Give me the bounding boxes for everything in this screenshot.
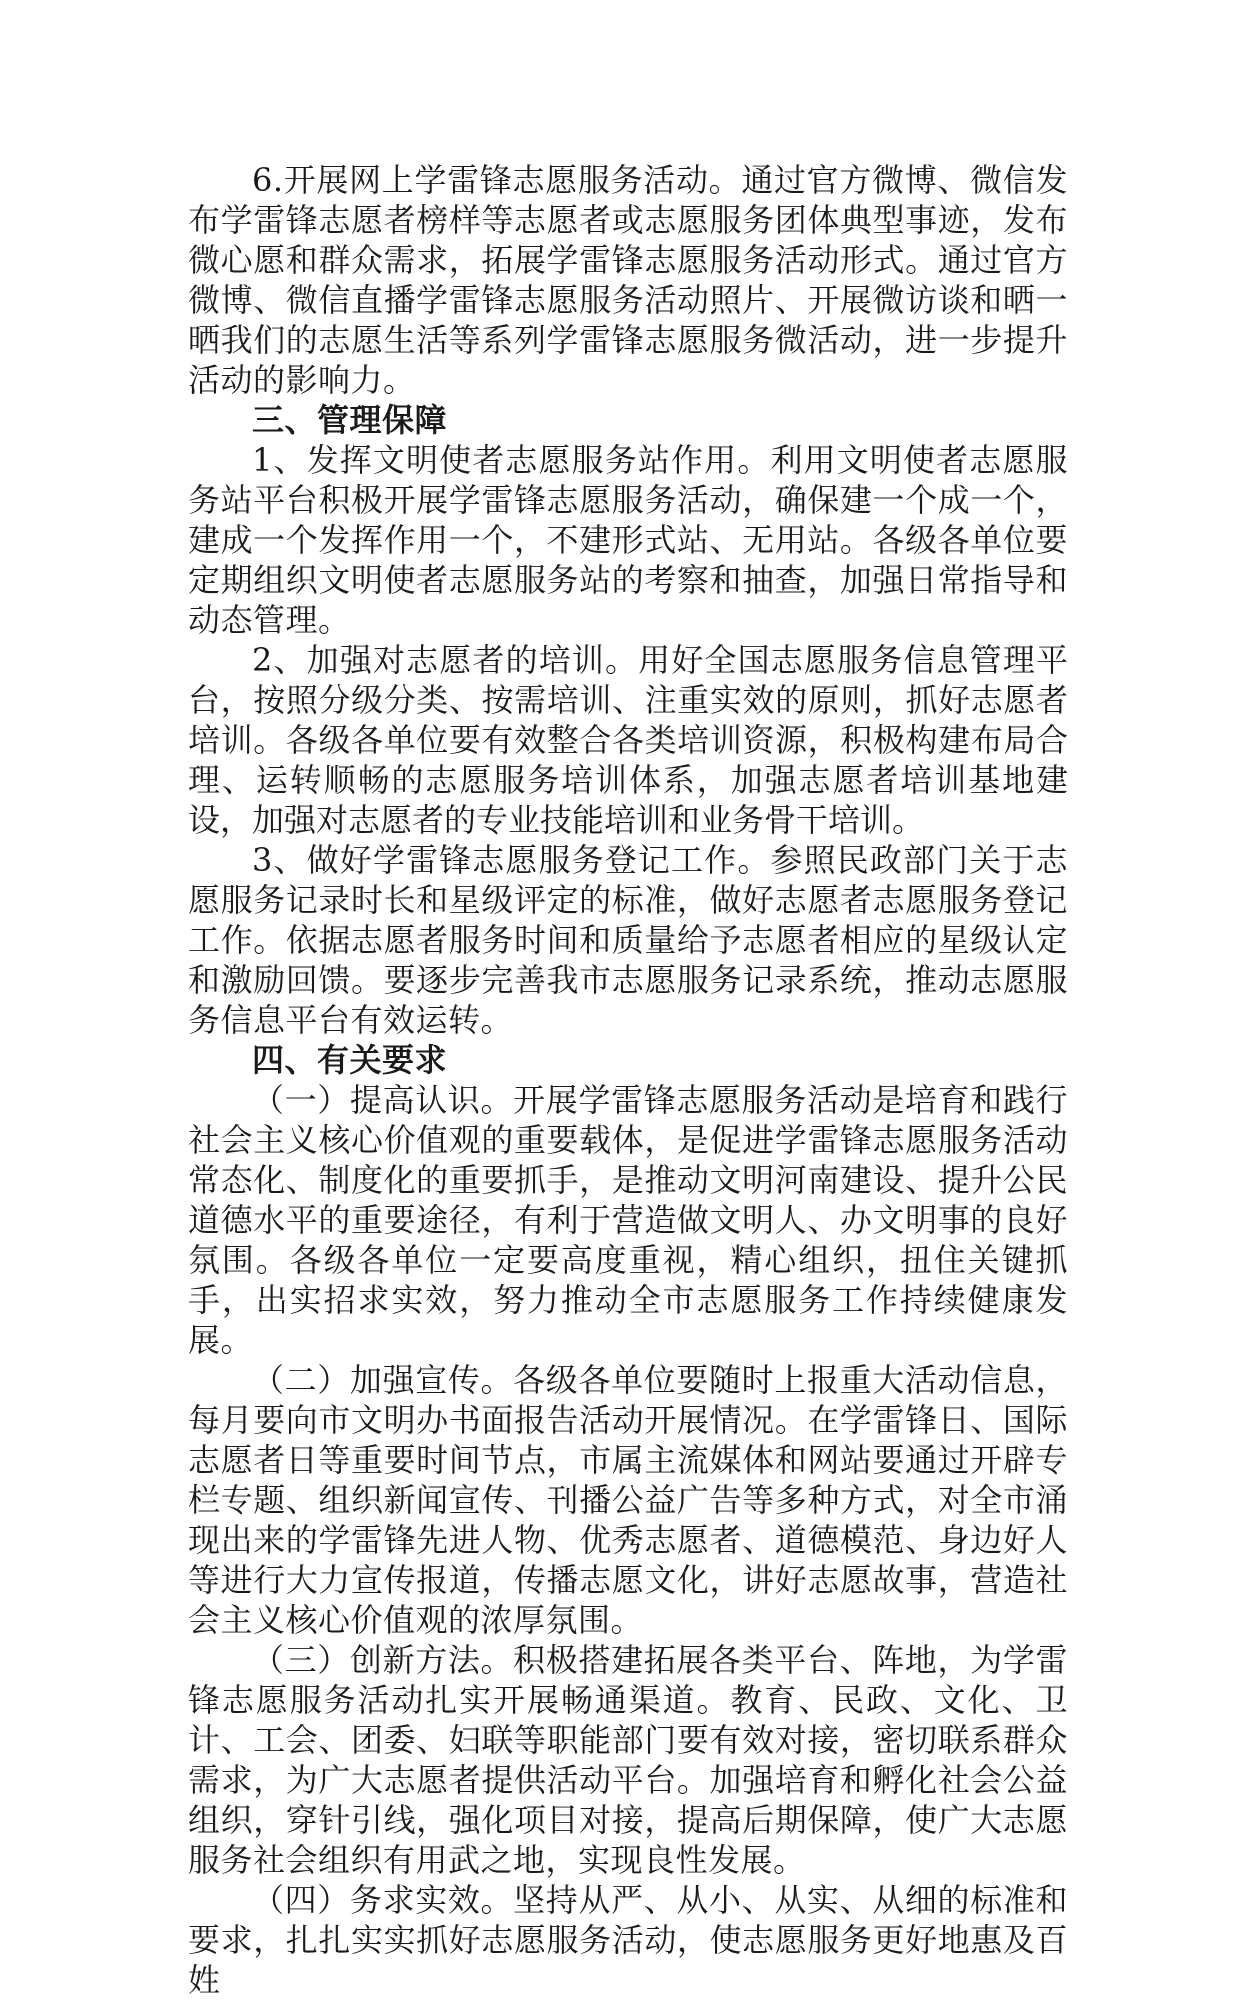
section-heading-requirements: 四、有关要求 [252, 1041, 448, 1079]
paragraph-volunteer-training: 2、加强对志愿者的培训。用好全国志愿服务信息管理平台，按照分级分类、按需培训、注重实效的原则，抓好志愿者培训。各级各单位要有效整合各类培训资源，积极构建布局合理、运转顺畅的志愿服务培训体系，加强志愿者培训基地建设，加强对志愿者的专业技能培训和业务骨干培训。 [188, 641, 1068, 839]
section-heading-management: 三、管理保障 [252, 401, 448, 439]
document-body [188, 160, 1068, 2000]
paragraph-awareness: （一）提高认识。开展学雷锋志愿服务活动是培育和践行社会主义核心价值观的重要载体，是促进学雷锋志愿服务活动常态化、制度化的重要抓手，是推动文明河南建设、提升公民道德水平的重要途径，有利于营造做文明人、办文明事的良好氛围。各级各单位一定要高度重视，精心组织，扭住关键抓手，出实招求实效，努力推动全市志愿服务工作持续健康发展。 [188, 1081, 1068, 1359]
paragraph-service-station: 1、发挥文明使者志愿服务站作用。利用文明使者志愿服务站平台积极开展学雷锋志愿服务活动，确保建一个成一个，建成一个发挥作用一个，不建形式站、无用站。各级各单位要定期组织文明使者志愿服务站的考察和抽查，加强日常指导和动态管理。 [188, 441, 1068, 639]
paragraph-innovation: （三）创新方法。积极搭建拓展各类平台、阵地，为学雷锋志愿服务活动扎实开展畅通渠道。教育、民政、文化、卫计、工会、团委、妇联等职能部门要有效对接，密切联系群众需求，为广大志愿者提供活动平台。加强培育和孵化社会公益组织，穿针引线，强化项目对接，提高后期保障，使广大志愿服务社会组织有用武之地，实现良性发展。 [188, 1641, 1068, 1879]
paragraph-registration: 3、做好学雷锋志愿服务登记工作。参照民政部门关于志愿服务记录时长和星级评定的标准，做好志愿者志愿服务登记工作。依据志愿者服务时间和质量给予志愿者相应的星级认定和激励回馈。要逐步完善我市志愿服务记录系统，推动志愿服务信息平台有效运转。 [188, 841, 1068, 1039]
paragraph-effectiveness: （四）务求实效。坚持从严、从小、从实、从细的标准和要求，扎扎实实抓好志愿服务活动，使志愿服务更好地惠及百姓 [188, 1881, 1068, 1999]
paragraph-publicity: （二）加强宣传。各级各单位要随时上报重大活动信息，每月要向市文明办书面报告活动开展情况。在学雷锋日、国际志愿者日等重要时间节点，市属主流媒体和网站要通过开辟专栏专题、组织新闻宣传、刊播公益广告等多种方式，对全市涌现出来的学雷锋先进人物、优秀志愿者、道德模范、身边好人等进行大力宣传报道，传播志愿文化，讲好志愿故事，营造社会主义核心价值观的浓厚氛围。 [188, 1361, 1068, 1639]
paragraph-online-volunteer: 6.开展网上学雷锋志愿服务活动。通过官方微博、微信发布学雷锋志愿者榜样等志愿者或志愿服务团体典型事迹，发布微心愿和群众需求，拓展学雷锋志愿服务活动形式。通过官方微博、微信直播学雷锋志愿服务活动照片、开展微访谈和晒一晒我们的志愿生活等系列学雷锋志愿服务微活动，进一步提升活动的影响力。 [188, 161, 1068, 399]
